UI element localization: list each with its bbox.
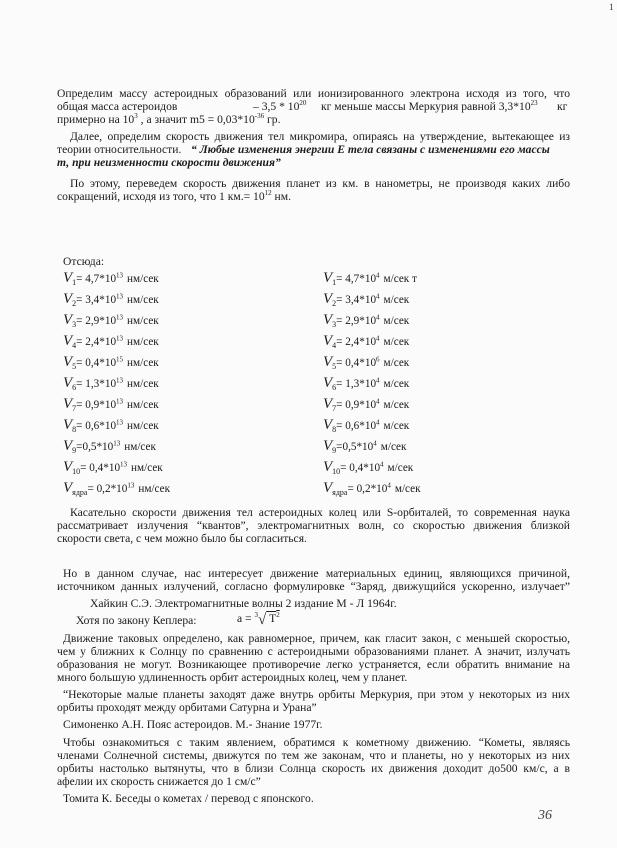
- text-line: афелии их скорость снижается до 1 см/с”: [57, 775, 261, 788]
- velocity-value: = 0,4*10: [76, 357, 117, 369]
- text-line: образования не могут. Возникающее противоречие легко устраняется, если обратить внимание на: [57, 658, 570, 671]
- velocity-exponent: 13: [113, 439, 121, 448]
- velocity-index: 9: [332, 446, 337, 455]
- velocity-value: = 0,4*10: [80, 462, 121, 474]
- text-line: членами Солнечной системы, движутся по тем же законам, что и планеты, но у некоторых из них: [57, 749, 570, 762]
- velocity-index: 4: [72, 341, 77, 350]
- velocity-row: [63, 397, 159, 413]
- velocity-symbol: V: [323, 459, 333, 475]
- velocity-unit: нм/сек: [127, 399, 159, 411]
- velocity-exponent: 13: [116, 334, 124, 343]
- velocity-unit: м/сек: [387, 462, 414, 474]
- velocity-unit: нм/сек: [127, 273, 159, 285]
- velocity-symbol: V: [323, 312, 333, 328]
- velocity-exponent: 4: [376, 292, 380, 301]
- velocity-index: 3: [72, 320, 77, 329]
- velocity-value: = 0,9*10: [76, 399, 117, 411]
- velocity-exponent: 13: [116, 271, 124, 280]
- velocity-value: = 2,4*10: [336, 336, 377, 348]
- text-line: Но в данном случае, нас интересует движение материальных единиц, являющихся причиной,: [63, 567, 570, 580]
- velocity-symbol: V: [63, 312, 73, 328]
- velocity-row: [63, 292, 159, 308]
- velocity-index: 6: [72, 383, 77, 392]
- velocity-exponent: 13: [116, 313, 124, 322]
- text-line: Чтобы ознакомиться с таким явлением, обратимся к кометному движению. “Кометы, являясь: [63, 736, 570, 749]
- velocity-row: [63, 418, 159, 434]
- velocity-row: [323, 460, 413, 476]
- velocity-symbol: V: [63, 375, 73, 391]
- velocity-symbol: V: [63, 291, 73, 307]
- quote-line: т, при неизменности скорости движения”: [57, 156, 281, 169]
- velocity-index: 7: [332, 404, 337, 413]
- text-line: теории относительности. “ Любые изменения энергии Е тела связаны с изменениями его массы: [57, 143, 550, 156]
- text-line: скорости света, с чем можно было бы согласиться.: [57, 532, 307, 545]
- velocity-index: 5: [72, 362, 77, 371]
- velocity-unit: нм/сек: [127, 336, 159, 348]
- velocity-value: = 1,3*10: [336, 378, 377, 390]
- velocity-unit: м/сек: [383, 420, 410, 432]
- text-line: По этому, переведем скорость движения планет из км. в нанометры, не производя каких либо: [70, 177, 570, 190]
- text-line: Движение таковых определено, как равномерное, причем, как гласит закон, с меньшей скоростью,: [63, 632, 570, 645]
- velocity-value: = 2,9*10: [76, 315, 117, 327]
- velocity-exponent: 13: [116, 292, 124, 301]
- velocity-symbol: V: [63, 333, 73, 349]
- velocity-unit: м/сек: [383, 315, 410, 327]
- velocity-exponent: 15: [116, 355, 124, 364]
- velocity-row: [63, 355, 159, 371]
- velocity-unit: м/сек т: [383, 273, 417, 285]
- text-line: сокращений, исходя из того, что 1 $км.= 10^{12}$ нм.: [57, 189, 291, 203]
- text-line: много большую удлиненность орбит астероидных колец, чем у планет.: [57, 671, 408, 684]
- velocity-value: = 0,9*10: [336, 399, 377, 411]
- velocity-symbol: V: [63, 417, 73, 433]
- velocity-exponent: 13: [127, 481, 135, 490]
- text-line: Определим массу астероидных образований или ионизированного электрона исходя из того, что: [57, 87, 570, 100]
- velocity-exponent: 13: [116, 397, 124, 406]
- velocity-unit: нм/сек: [124, 441, 156, 453]
- velocity-index: 8: [332, 425, 337, 434]
- text-line: Касательно скорости движения тел астероидных колец или S-орбиталей, то современная наука: [70, 506, 570, 519]
- text-line: общая масса астероидов – $3,5 * 10^{20}$ кг меньше массы Меркурия равной $3,3*10^{23}$ кг: [57, 99, 568, 113]
- velocity-value: = 3,4*10: [336, 294, 377, 306]
- velocity-unit: м/сек: [383, 378, 410, 390]
- velocity-exponent: 13: [116, 418, 124, 427]
- velocity-value: =0,5*10: [76, 441, 114, 453]
- velocity-exponent: 4: [376, 376, 380, 385]
- velocity-exponent: 13: [120, 460, 128, 469]
- velocity-index: 2: [72, 299, 77, 308]
- text-line: орбиты настолько вытянуты, что в близи Солнца скорость их движения доходит до500 км/с, а в: [57, 762, 570, 775]
- velocity-index: 10: [72, 467, 81, 476]
- velocity-heading: Отсюда:: [63, 255, 105, 268]
- corner-mark: 1: [609, 2, 614, 12]
- velocity-exponent: 4: [376, 271, 380, 280]
- velocity-exponent: 6: [376, 355, 380, 364]
- reference-line: Томита К. Беседы о кометах / перевод с японского.: [63, 792, 314, 805]
- text-line: Далее, определим скорость движения тел микромира, опираясь на утверждение, вытекающее из: [70, 130, 570, 143]
- velocity-unit: нм/сек: [127, 294, 159, 306]
- velocity-unit: м/сек: [394, 483, 421, 495]
- velocity-symbol: V: [323, 396, 333, 412]
- velocity-exponent: 4: [376, 313, 380, 322]
- velocity-symbol: V: [63, 396, 73, 412]
- velocity-value: = 4,7*10: [336, 273, 377, 285]
- kepler-label: Хотя по закону Кеплера:: [76, 614, 197, 627]
- text-line: чем у ближних к Солнцу по сравнению с астероидными образованиями планет. А значит, излучать: [57, 645, 570, 658]
- velocity-index: ядра: [72, 488, 88, 497]
- velocity-unit: нм/сек: [127, 357, 159, 369]
- velocity-index: 3: [332, 320, 337, 329]
- velocity-index: 1: [332, 278, 337, 287]
- velocity-exponent: 4: [376, 334, 380, 343]
- velocity-value: = 0,4*10: [340, 462, 381, 474]
- velocity-row: [323, 481, 421, 497]
- velocity-index: 2: [332, 299, 337, 308]
- velocity-symbol: V: [63, 480, 73, 496]
- velocity-row: [323, 355, 409, 371]
- velocity-row: [323, 334, 409, 350]
- velocity-row: [323, 313, 409, 329]
- velocity-unit: нм/сек: [127, 378, 159, 390]
- velocity-value: = 2,4*10: [76, 336, 117, 348]
- page-number: 36: [538, 808, 552, 823]
- velocity-symbol: V: [323, 354, 333, 370]
- velocity-row: [323, 292, 409, 308]
- velocity-value: = 2,9*10: [336, 315, 377, 327]
- velocity-value: = 0,4*10: [336, 357, 377, 369]
- text-line: источником данных излучений, согласно формулировке “Заряд, движущийся ускоренно, излучает”: [57, 580, 570, 593]
- velocity-symbol: V: [323, 270, 333, 286]
- quote-line: “Некоторые малые планеты заходят даже внутрь орбиты Меркурия, при этом у некоторых из них: [63, 688, 570, 701]
- velocity-unit: м/сек: [383, 294, 410, 306]
- velocity-row: [63, 376, 159, 392]
- velocity-value: = 1,3*10: [76, 378, 117, 390]
- velocity-exponent: 4: [380, 460, 384, 469]
- velocity-unit: м/сек: [383, 336, 410, 348]
- velocity-row: [63, 313, 159, 329]
- velocity-unit: нм/сек: [127, 315, 159, 327]
- velocity-symbol: V: [63, 438, 73, 454]
- velocity-symbol: V: [323, 480, 333, 496]
- velocity-value: = 0,6*10: [336, 420, 377, 432]
- text-line: рассматривает излучения “квантов”, электромагнитных волн, со скоростью движения близкой: [57, 519, 570, 532]
- velocity-row: [63, 460, 163, 476]
- velocity-symbol: V: [323, 375, 333, 391]
- kepler-formula: a = $^3$√ $T^2$: [237, 611, 280, 628]
- velocity-value: = 4,7*10: [76, 273, 117, 285]
- velocity-symbol: V: [323, 333, 333, 349]
- velocity-value: = 0,2*10: [87, 483, 128, 495]
- velocity-unit: м/сек: [383, 357, 410, 369]
- velocity-symbol: V: [63, 354, 73, 370]
- velocity-index: 1: [72, 278, 77, 287]
- velocity-index: 5: [332, 362, 337, 371]
- velocity-exponent: 4: [376, 397, 380, 406]
- velocity-index: 8: [72, 425, 77, 434]
- reference-line: Хайкин С.Э. Электромагнитные волны 2 издание М - Л 1964г.: [90, 597, 397, 610]
- velocity-index: 7: [72, 404, 77, 413]
- velocity-unit: нм/сек: [131, 462, 163, 474]
- velocity-exponent: 4: [376, 418, 380, 427]
- velocity-exponent: 13: [116, 376, 124, 385]
- velocity-row: [63, 481, 170, 497]
- quote-line: орбиты проходят между орбитами Сатурна и Урана”: [57, 701, 317, 714]
- velocity-unit: нм/сек: [127, 420, 159, 432]
- velocity-value: = 0,6*10: [76, 420, 117, 432]
- velocity-row: [323, 271, 417, 287]
- velocity-index: 4: [332, 341, 337, 350]
- velocity-exponent: 4: [373, 439, 377, 448]
- velocity-row: [323, 397, 409, 413]
- velocity-index: 6: [332, 383, 337, 392]
- velocity-symbol: V: [323, 291, 333, 307]
- velocity-symbol: V: [323, 438, 333, 454]
- velocity-row: [323, 418, 409, 434]
- velocity-symbol: V: [63, 270, 73, 286]
- velocity-symbol: V: [323, 417, 333, 433]
- reference-line: Симоненко А.Н. Пояс астероидов. М.- Знание 1977г.: [63, 718, 323, 731]
- velocity-value: = 0,2*10: [347, 483, 388, 495]
- velocity-value: =0,5*10: [336, 441, 374, 453]
- text-line: примерно на $10^3$ , а значит $m5 = 0,03*10^{-36}$ гр.: [57, 112, 281, 126]
- velocity-value: = 3,4*10: [76, 294, 117, 306]
- velocity-index: 10: [332, 467, 341, 476]
- velocity-exponent: 4: [387, 481, 391, 490]
- velocity-index: 9: [72, 446, 77, 455]
- velocity-unit: м/сек: [380, 441, 407, 453]
- velocity-index: ядра: [332, 488, 348, 497]
- velocity-row: [63, 334, 159, 350]
- velocity-row: [323, 439, 406, 455]
- velocity-row: [323, 376, 409, 392]
- velocity-unit: м/сек: [383, 399, 410, 411]
- velocity-row: [63, 439, 156, 455]
- velocity-symbol: V: [63, 459, 73, 475]
- velocity-row: [63, 271, 159, 287]
- velocity-unit: нм/сек: [138, 483, 171, 495]
